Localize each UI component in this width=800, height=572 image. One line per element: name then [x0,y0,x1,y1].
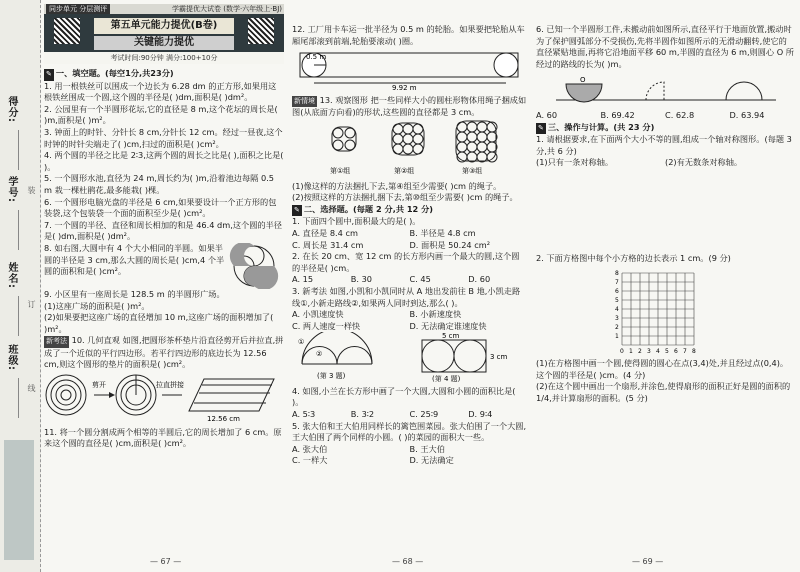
option[interactable]: A. 5∶3 [292,409,316,420]
id-line [18,210,19,250]
question: 6. 一个圆形电脑光盘的半径是 6 cm,如果要设计一个正方形的包装袋,这个包装袋一个面的面积至少是( )cm²。 [44,196,277,219]
question: 5. 一个圆形水池,直径为 24 m,周长约为( )m,沿着池边每隔 0.5 m 栽一棵杜鹃花,最多能栽( )棵。 [44,173,274,195]
sub-question: (2)按照这样的方法捆扎捆下去,第⑩组至少需要( )cm 的绳子。 [292,192,518,203]
option[interactable]: D. 9∶4 [468,409,493,420]
option[interactable]: B. 小新速度快 [409,309,462,320]
x-tick-label: 1 [629,347,633,355]
page-number: — 67 — [150,557,182,566]
x-tick-label: 4 [656,347,660,355]
option-list [292,309,527,332]
score-label: 得分: [6,96,17,123]
option[interactable]: A. 张大伯 [292,443,328,454]
option-list [292,444,527,467]
page-number: — 68 — [392,557,424,566]
sub-question-row [536,157,794,169]
section-icon: ✎ [292,205,302,217]
column-3 [536,24,794,405]
option[interactable]: D. 无法确定谁速度快 [409,320,487,331]
question: 2. 在长 20 cm、宽 12 cm 的长方形内画一个最大的圆,这个圆的半径是( )cm。 [292,251,520,273]
name-label: 姓名: [6,262,17,289]
option-list [292,274,527,286]
section-icon: ✎ [44,69,54,81]
bundled-cylinders-figure [292,119,527,177]
column-2 [292,24,527,467]
question: 4. 如图,小兰在长方形中画了一个大圆,大圆和小圆的面积比是( )。 [292,385,516,408]
binding-watermark [4,440,34,560]
qr-code-icon [248,18,274,44]
sub-question: (1)只有一条对称轴。 [536,157,614,168]
question-with-figure [44,243,284,289]
option[interactable]: A. 小凯速度快 [292,309,344,320]
question: 12. 工厂用卡车运一批半径为 0.5 m 的轮胎。如果要把轮胎从车厢尾部滚到前端,轮胎要滚动( )圈。 [292,24,525,46]
x-tick-label: 5 [665,347,669,355]
y-tick-label: 6 [615,287,619,295]
half-circle-roll-figure [536,70,794,106]
question: 7. 一个圆的半径、直径和周长相加的和是 46.4 dm,这个圆的半径是( )dm,面积是( )dm²。 [44,219,282,242]
page-number: — 69 — [632,557,664,566]
option[interactable]: D. 面积是 50.24 cm² [409,239,490,250]
option[interactable]: D. 63.94 [729,109,765,120]
class-label: 班级: [6,344,17,371]
coaster-unroll-figure [44,371,284,423]
question: 1. 用一根铁丝可以围成一个边长为 6.28 dm 的正方形,如果用这根铁丝围成一个圆,这个圆的半径是( )dm,面积是( )dm²。 [44,80,277,103]
question: 11. 将一个圆分割成两个相等的半圆后,它的周长增加了 6 cm。原来这个圆的直径是( )cm,面积是( )cm²。 [44,426,282,449]
option[interactable]: C. 45 [409,274,431,285]
cut-mark: 订 [27,300,36,308]
sub-question: (1)这座广场的面积是( )m²。 [44,300,150,311]
question: 3. 新考法 如图,小凯和小凯同时从 A 地出发前往 B 地,小凯走路线①,小新走路线②,如果两人同时到达,那么( )。 [292,285,521,308]
question: 新情境 13. 观察图形 把一些同样大小的圆柱形物体用绳子捆成如图(从底面方向看)的形状,这些圆的直径都是 3 cm。 [292,94,527,118]
figure-label: 剪开 [92,381,106,390]
x-tick-label: 3 [647,347,651,355]
unit-title: 第五单元能力提优(B卷) [94,18,234,34]
section-icon: ✎ [536,123,546,135]
new-context-tag: 新情境 [292,96,317,108]
y-tick-label: 7 [615,278,619,286]
question: 9. 小区里有一座周长是 128.5 m 的半圆形广场。 [44,288,225,299]
option[interactable]: C. 周长是 31.4 cm [292,239,364,250]
option[interactable]: C. 62.8 [665,109,695,120]
y-tick-label: 5 [615,296,619,304]
cut-mark: 线 [27,384,36,392]
figure-label: 9.92 m [392,84,417,92]
y-tick-label: 2 [615,323,619,331]
figure-label: 5 cm [442,332,460,341]
cut-mark: 装 [27,186,36,194]
y-tick-label: 3 [615,314,619,322]
figure-label: 拉直拼接 [156,381,184,390]
svg-text:①: ① [298,338,305,347]
class-line [18,378,19,418]
x-tick-label: 2 [638,347,642,355]
unit-subtitle: 关键能力提优 [94,36,234,50]
question: 2. 公园里有一个半圆形花坛,它的直径是 8 m,这个花坛的周长是( )m,面积是( )m²。 [44,103,278,126]
question: 1. 请根据要求,在下面两个大小不等的圆,组成一个轴对称图形。(每题 3 分,共 6 分) [536,134,792,156]
option-list [536,110,794,122]
section-heading: ✎ 三、操作与计算。(共 23 分) [536,122,794,135]
exam-meta: 考试时间:90分钟 满分:100+10分 [44,52,284,64]
y-tick-label: 4 [615,305,619,313]
sub-question: (1)像这样的方法捆扎下去,第④组至少需要( )cm 的绳子。 [292,180,502,191]
option[interactable]: B. 69.42 [600,109,635,120]
sub-question: (1)在方格图中画一个圆,使得圆的圆心在点(3,4)处,并且经过点(0,4)。这个圆的半径是( )cm。(4 分) [536,358,789,380]
option-list [292,228,527,251]
figure-label: 0.5 m [306,53,327,62]
figure-label: 第②组 [394,166,415,175]
id-label: 学号: [6,176,17,203]
figure-caption: (第 4 题) [432,375,461,383]
sub-question: (2)有无数条对称轴。 [665,157,743,168]
svg-text:O: O [580,76,586,85]
x-tick-label: 0 [620,347,624,355]
x-tick-label: 7 [683,347,687,355]
binding-margin [0,0,41,572]
y-tick-label: 8 [615,269,619,277]
drawing-space[interactable] [536,169,794,253]
question: 8. 如右图,大圆中有 4 个大小相同的半圆。如果半圆的半径是 3 cm,那么大圆的周长是( )cm,4 个半圆的面积和是( )cm²。 [44,242,225,277]
question: 6. 已知一个半圆形工件,未搬动前如图所示,直径平行于地面放置,搬动时为了保护圆弧部分不受损伤,先将半圆作如图所示的无滑动翻转,使它的直径紧贴地面,再将它沿地面平移 60 m,半圆的直径为 6 m,则圆心 O 所经过的路线的长为( )m。 [536,24,794,69]
question: 1. 下面四个圆中,面积最大的是( )。 [292,216,421,227]
option-list [292,409,527,421]
section-heading: ✎ 二、选择题。(每题 2 分,共 12 分) [292,204,527,217]
question: 2. 下面方格图中每个小方格的边长表示 1 cm。(9 分) [536,252,731,263]
route-and-rectangle-figure [292,332,527,382]
header-strip [44,4,284,14]
series-tag: 同步单元 分层测评 [46,4,110,14]
question: 新考法 10. 几何直观 如图,把圆形茶杯垫片沿直径剪开后并拉直,拼成了一个近似的平行四边形。若平行四边形的底边长为 12.56 cm,则这个圆形的垫片的面积是( )cm²。 [44,335,284,370]
figure-label: 第①组 [330,166,351,175]
new-method-tag: 新考法 [44,336,69,348]
option[interactable]: C. 25∶9 [409,409,439,420]
figure-label: 12.56 cm [207,415,240,424]
option[interactable]: D. 无法确定 [409,455,454,466]
question: 4. 两个圆的半径之比是 2∶3,这两个圆的周长之比是( ),面积之比是( )。 [44,150,284,172]
option[interactable]: B. 30 [350,274,372,285]
page-header [44,4,284,64]
figure-label: 3 cm [490,353,508,362]
x-tick-label: 8 [692,347,696,355]
option[interactable]: D. 60 [468,274,491,285]
option[interactable]: C. 一样大 [292,455,328,466]
qr-code-icon [54,18,80,44]
coordinate-grid[interactable] [536,265,794,355]
option[interactable]: B. 半径是 4.8 cm [409,227,476,238]
sub-question: (2)在这个圆中画出一个扇形,并涂色,使得扇形的面积正好是圆的面积的 1/4,并计算扇形的面积。(5 分) [536,381,791,403]
y-tick-label: 1 [615,332,619,340]
column-1 [44,4,284,450]
option[interactable]: B. 王大伯 [409,443,445,454]
score-line [18,130,19,170]
book-title: 学霸提优大试卷 (数学·六年级上·BJ) [171,5,282,13]
truck-tire-figure [292,47,527,91]
name-line [18,296,19,336]
sub-question: (2)如果要把这座广场的直径增加 10 m,这座广场的面积增加了( )m²。 [44,312,274,334]
option[interactable]: A. 15 [292,274,314,285]
option[interactable]: A. 直径是 8.4 cm [292,227,358,238]
x-tick-label: 6 [674,347,678,355]
question: 5. 张大伯和王大伯用同样长的篱笆围菜园。张大伯围了一个大圆,王大伯围了两个同样的小圆。( )的菜园的面积大一些。 [292,420,527,443]
option[interactable]: A. 60 [536,109,558,120]
question: 3. 钟面上的时针、分针长 8 cm,分针长 12 cm。经过一昼夜,这个时钟的时针尖端走了( )cm,扫过的面积是( )cm²。 [44,126,283,149]
pinwheel-circle-figure [229,243,279,289]
option[interactable]: B. 3∶2 [350,409,375,420]
figure-label: 第③组 [462,166,483,175]
section-heading: ✎ 一、填空题。(每空1分,共23分) [44,68,284,81]
figure-caption: (第 3 题) [317,372,346,381]
svg-text:②: ② [316,350,323,359]
option[interactable]: C. 两人速度一样快 [292,320,361,331]
